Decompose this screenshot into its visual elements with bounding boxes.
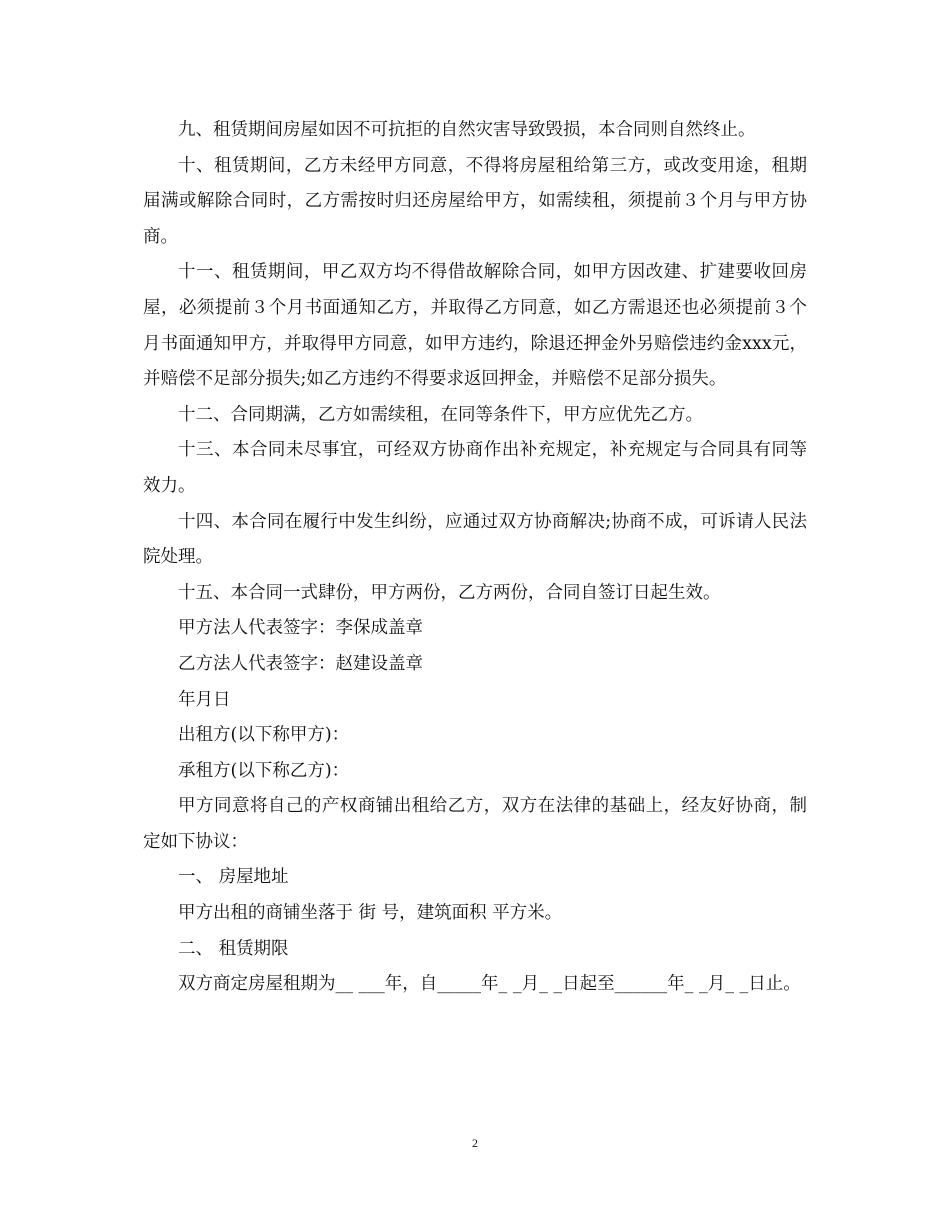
signature-date: 年月日: [178, 689, 231, 710]
section-heading-address: 一、 房屋地址: [178, 867, 289, 888]
clause-14: 十四、本合同在履行中发生纠纷，应通过双方协商解决;协商不成，可诉请人民法院处理。: [143, 511, 807, 568]
clause-11: 十一、租赁期间，甲乙双方均不得借故解除合同，如甲方因改建、扩建要收回房屋，必须提前３个月书面通知乙方，并取得乙方同意，如乙方需退还也必须提前３个月书面通知甲方，并取得甲方同意，如甲方违约，除退还押金外另赔偿违约金xxx元，并赔偿不足部分损失;如乙方违约不得要求返回押金，并赔偿不足部分损失。: [143, 262, 807, 390]
address-text: 甲方出租的商铺坐落于 街 号，建筑面积 平方米。: [178, 903, 563, 924]
party-b-signature: 乙方法人代表签字：赵建设盖章: [178, 653, 423, 674]
party-a-signature: 甲方法人代表签字：李保成盖章: [178, 618, 423, 639]
lessee-line: 承租方(以下称乙方)：: [178, 760, 350, 781]
clause-15: 十五、本合同一式肆份，甲方两份，乙方两份，合同自签订日起生效。: [178, 582, 721, 603]
section-heading-term: 二、 租赁期限: [178, 938, 289, 959]
page-number: 2: [472, 1136, 478, 1150]
agreement-intro: 甲方同意将自己的产权商铺出租给乙方，双方在法律的基础上，经友好协商，制定如下协议：: [143, 796, 807, 852]
clause-9: 九、租赁期间房屋如因不可抗拒的自然灾害导致毁损，本合同则自然终止。: [178, 120, 756, 140]
lessor-line: 出租方(以下称甲方)：: [178, 725, 350, 746]
clause-10: 十、租赁期间，乙方未经甲方同意，不得将房屋租给第三方，或改变用途，租期届满或解除合同时，乙方需按时归还房屋给甲方，如需续租，须提前３个月与甲方协商。: [143, 155, 807, 247]
term-text: 双方商定房屋租期为__ ___年，自_____年_ _月_ _日起至______年_ _月_ _日止。: [178, 974, 801, 995]
document-body: [143, 113, 807, 1003]
clause-12: 十二、合同期满，乙方如需续租，在同等条件下，甲方应优先乙方。: [178, 404, 703, 425]
clause-13: 十三、本合同未尽事宜，可经双方协商作出补充规定，补充规定与合同具有同等效力。: [143, 440, 807, 496]
